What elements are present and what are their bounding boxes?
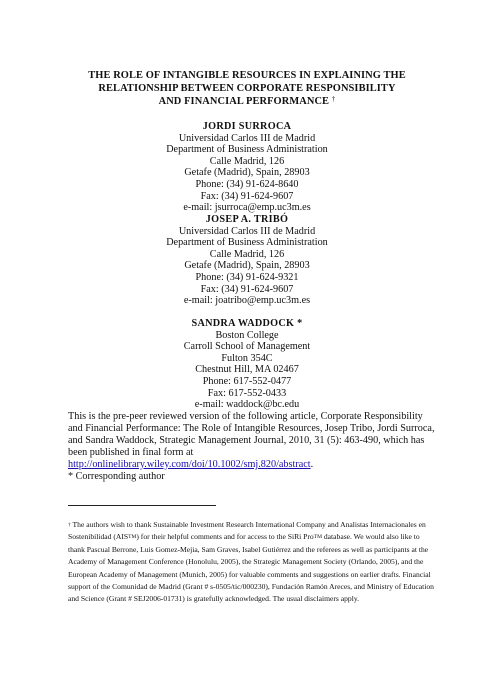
author-city: Chestnut Hill, MA 02467 — [195, 364, 299, 376]
footnote-text-1: The authors wish to thank Sustainable Investment Research International Company and Analistas Internacionales en Sostenibilidad (AIS — [68, 520, 426, 542]
author-phone: Phone: (34) 91-624-8640 — [195, 178, 299, 190]
trademark-mark-2: TM — [313, 534, 322, 541]
author-fax: Fax: 617-552-0433 — [207, 387, 287, 399]
author-affiliation: Universidad Carlos III de Madrid — [178, 225, 316, 237]
author-department: Carroll School of Management — [183, 341, 311, 353]
author-block-tribo — [120, 214, 374, 307]
author-phone: Phone: 617-552-0477 — [202, 375, 292, 387]
title-line-2: RELATIONSHIP BETWEEN CORPORATE RESPONSIBILITY — [98, 83, 396, 94]
author-email: e-mail: joatribo@emp.uc3m.es — [183, 295, 311, 307]
footnote-divider — [68, 505, 216, 506]
author-street: Calle Madrid, 126 — [209, 248, 285, 260]
title-line-1: THE ROLE OF INTANGIBLE RESOURCES IN EXPLAINING THE — [88, 70, 406, 81]
article-link[interactable]: http://onlinelibrary.wiley.com/doi/10.1002/smj.820/abstract — [68, 458, 311, 470]
preprint-note-text: This is the pre-peer reviewed version of the following article, Corporate Responsibility and Financial Performance: The Role of Intangible Resources, Josep Tribo, Jordi Surroca, and Sandra Waddock, Strategic Management Journal, 2010, 31 (5): 463-490, which has been published in final form at — [68, 411, 435, 458]
acknowledgement-footnote — [68, 519, 438, 606]
author-fax: Fax: (34) 91-624-9607 — [200, 190, 294, 202]
author-affiliation: Boston College — [215, 329, 279, 341]
author-phone: Phone: (34) 91-624-9321 — [195, 271, 299, 283]
author-city: Getafe (Madrid), Spain, 28903 — [184, 167, 310, 179]
trademark-mark-1: TM — [128, 534, 137, 541]
title-line-3-text: AND FINANCIAL PERFORMANCE — [158, 96, 330, 107]
paper-title — [60, 69, 434, 108]
author-city: Getafe (Madrid), Spain, 28903 — [184, 260, 310, 272]
corresponding-author-note: * Corresponding author — [68, 470, 165, 482]
link-period: . — [310, 458, 314, 470]
preprint-note — [68, 411, 438, 482]
author-block-waddock — [120, 318, 374, 411]
author-department: Department of Business Administration — [166, 237, 328, 249]
author-email: e-mail: waddock@bc.edu — [194, 399, 300, 411]
author-department: Department of Business Administration — [166, 144, 328, 156]
author-street: Fulton 354C — [221, 352, 273, 364]
author-name: SANDRA WADDOCK * — [191, 318, 303, 329]
title-line-3 — [60, 95, 434, 108]
author-email: e-mail: jsurroca@emp.uc3m.es — [183, 202, 311, 214]
author-block-surroca — [120, 121, 374, 214]
author-name: JORDI SURROCA — [202, 121, 292, 132]
footnote-text-3: database. We would also like to thank Pascual Berrone, Luis Gomez-Mejia, Sam Graves, Isabel Gutiérrez and the referees as well as participants at the Academy of Management Conference (Honolulu, 2005), the Strategic Management Society (Orlando, 2005), and the European Academy of Management (Munich, 2005) for valuable comments and suggestions on earlier drafts. Financial support of the Comunidad de Madrid (Grant # s-0505/tic/000230), Fundación Ramón Areces, and Ministry of Education and Science (Grant # SEJ2006-01731) is gratefully acknowledged. The usual disclaimers apply. — [68, 532, 434, 604]
author-affiliation: Universidad Carlos III de Madrid — [178, 132, 316, 144]
footnote-mark: † — [68, 522, 71, 528]
footnote-text-2: ) for their helpful comments and for access to the SiRi Pro — [136, 532, 314, 542]
author-name: JOSEP A. TRIBÓ — [205, 214, 289, 225]
author-street: Calle Madrid, 126 — [209, 155, 285, 167]
author-fax: Fax: (34) 91-624-9607 — [200, 283, 294, 295]
title-footnote-mark: † — [331, 95, 336, 103]
